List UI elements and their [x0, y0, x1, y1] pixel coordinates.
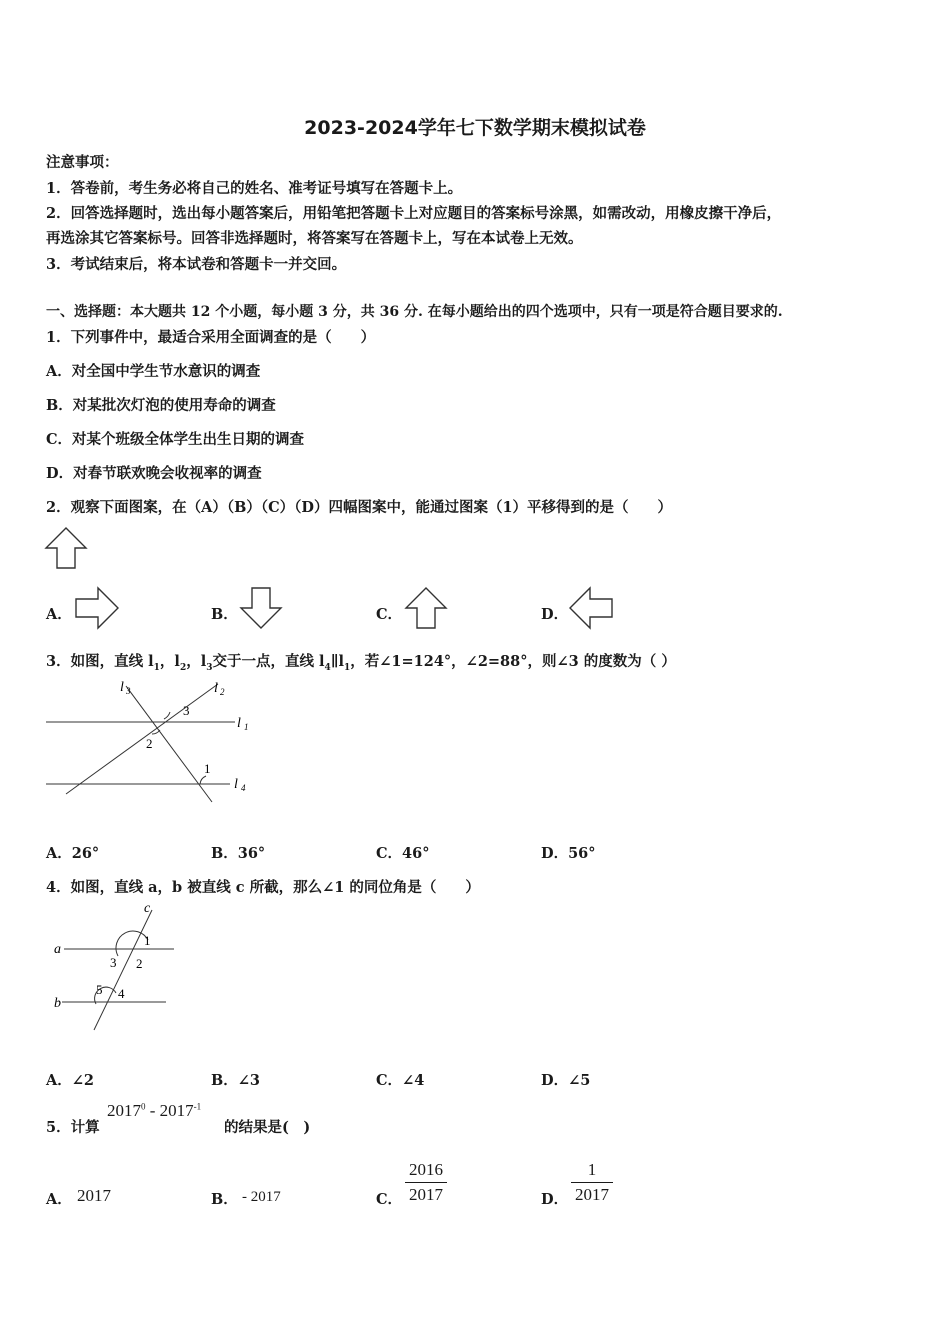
- q1-option-d: D．对春节联欢晚会收视率的调查: [46, 465, 262, 482]
- q5-label-a: A．: [46, 1191, 72, 1208]
- q4-option-b: B．∠3: [211, 1072, 260, 1089]
- q5-option-d-denominator: 2017: [575, 1185, 609, 1204]
- q3-option-c: C．46°: [376, 845, 430, 862]
- q5-label-d: D．: [541, 1191, 569, 1208]
- q3-label-l3-sub: 3: [126, 686, 131, 696]
- right-arrow-icon: [74, 586, 120, 630]
- q5-option-a-value: 2017: [77, 1186, 111, 1205]
- q3-label-l3: l: [120, 680, 124, 695]
- q3-label-l1-sub: 1: [244, 722, 249, 732]
- q1-stem: 1．下列事件中，最适合采用全面调查的是（ ）: [46, 329, 376, 346]
- q2-stem: 2．观察下面图案，在（A）（B）（C）（D）四幅图案中，能通过图案（1）平移得到的是（ ）: [46, 499, 673, 516]
- q4-option-a: A．∠2: [46, 1072, 94, 1089]
- q4-angle-4: 4: [118, 986, 125, 1001]
- q5-option-c-denominator: 2017: [409, 1185, 443, 1204]
- q4-stem: 4．如图，直线 a，b 被直线 c 所截，那么∠1 的同位角是（ ）: [46, 879, 480, 896]
- q3-label-l2: l: [214, 681, 218, 696]
- down-arrow-icon: [238, 586, 284, 630]
- q3-label-l2-sub: 2: [220, 687, 225, 697]
- q3-label-l4: l: [234, 777, 238, 792]
- q2-label-c: C．: [376, 606, 403, 623]
- q5-stem-post: 的结果是( ): [224, 1119, 311, 1136]
- q4-option-c: C．∠4: [376, 1072, 425, 1089]
- q5-expression: $2017^0 - 2017^{-1}$: [107, 1101, 202, 1120]
- q5-label-c: C．: [376, 1191, 403, 1208]
- q4-label-c: c: [144, 901, 151, 916]
- section-heading: 一、选择题：本大题共 12 个小题，每小题 3 分，共 36 分. 在每小题给出的四个选项中，只有一项是符合题目要求的.: [46, 304, 783, 320]
- q5-option-d-fraction: [571, 1160, 613, 1205]
- q3-angle-1: 1: [204, 761, 211, 776]
- q2-label-b: B．: [211, 606, 238, 623]
- notice-item-2-cont: 再选涂其它答案标号。回答非选择题时，将答案写在答题卡上，写在本试卷上无效。: [46, 230, 583, 247]
- q4-angle-5: 5: [96, 982, 103, 997]
- up-arrow-icon: [403, 586, 449, 630]
- q3-label-l4-sub: 4: [241, 783, 246, 793]
- q4-option-d: D．∠5: [541, 1072, 591, 1089]
- q4-label-a: a: [54, 942, 61, 957]
- q4-figure: [48, 900, 178, 1036]
- q2-label-d: D．: [541, 606, 569, 623]
- q4-angle-3: 3: [110, 955, 117, 970]
- q1-option-c: C．对某个班级全体学生出生日期的调查: [46, 431, 305, 448]
- page-title: 2023-2024学年七下数学期末模拟试卷: [304, 117, 646, 139]
- notice-item-1: 1．答卷前，考生务必将自己的姓名、准考证号填写在答题卡上。: [46, 180, 463, 197]
- q1-option-a: A．对全国中学生节水意识的调查: [46, 363, 261, 380]
- q5-option-c-fraction: [405, 1160, 447, 1205]
- q1-option-b: B．对某批次灯泡的使用寿命的调查: [46, 397, 276, 414]
- q5-label-b: B．: [211, 1191, 238, 1208]
- q4-label-b: b: [54, 996, 61, 1011]
- q3-angle-3: 3: [183, 703, 190, 718]
- q5-option-d-numerator: 1: [571, 1160, 613, 1183]
- q3-option-b: B．36°: [211, 845, 266, 862]
- q3-stem: 3．如图，直线 $l_1$，$l_2$，$l_3$交于一点，直线 $l_4\parallel l_1$，若∠1=124°，∠2=88°，则∠3 的度数为（ ）: [46, 653, 676, 673]
- q5-option-b-value: - 2017: [242, 1189, 281, 1205]
- q5-stem-pre: 5．计算: [46, 1119, 100, 1136]
- q5-option-c-numerator: 2016: [405, 1160, 447, 1183]
- q3-label-l1: l: [237, 716, 241, 731]
- up-arrow-original-icon: [44, 526, 88, 570]
- q3-option-d: D．56°: [541, 845, 596, 862]
- q3-option-a: A．26°: [46, 845, 100, 862]
- notice-item-2: 2．回答选择题时，选出每小题答案后，用铅笔把答题卡上对应题目的答案标号涂黑，如需改动，用橡皮擦干净后，: [46, 205, 782, 222]
- q3-figure: [40, 672, 270, 812]
- left-arrow-icon: [568, 586, 614, 630]
- q4-angle-1: 1: [144, 933, 151, 948]
- q4-angle-2: 2: [136, 956, 143, 971]
- q2-label-a: A．: [46, 606, 72, 623]
- q3-angle-2: 2: [146, 736, 153, 751]
- notice-heading: 注意事项：: [46, 154, 119, 171]
- notice-item-3: 3．考试结束后，将本试卷和答题卡一并交回。: [46, 256, 347, 273]
